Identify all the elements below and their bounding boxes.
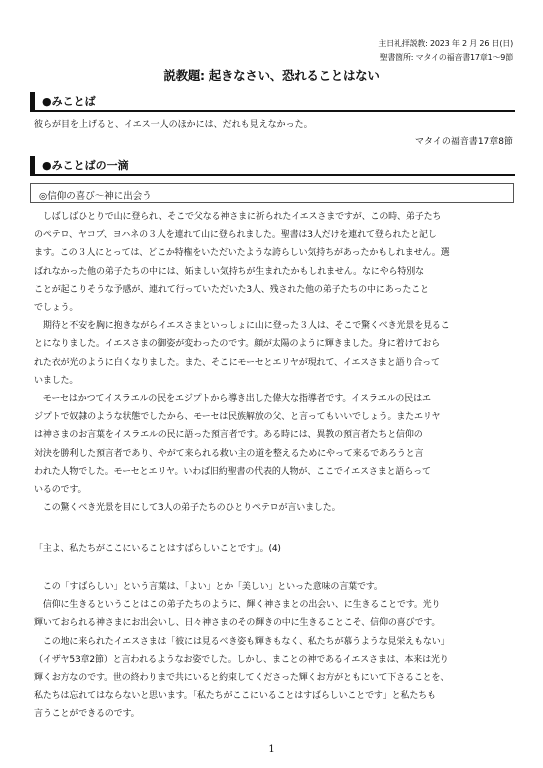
key-verse: 彼らが目を上げると、イエス一人のほかには、だれも見えなかった。 [34,120,313,130]
section-heading-label: ●みことば [42,95,96,108]
section-heading-reflection [30,156,515,176]
page-number: 1 [268,744,275,755]
text-line: （イザヤ53章2節）と言われるようなお姿でした。しかし、まことの神であるイエスさまは、本来は光り [34,654,449,665]
text-line: れた衣が光のように白くなりました。また、そこにモーセとエリヤが現れて、イエスさまと語り合って [34,357,440,368]
subheading-box [30,183,514,203]
text-line: われた人物でした。モーセとエリヤ。いわば旧約聖書の代表的人物が、ここでイエスさまと語らって [34,466,431,477]
section-heading-label: ●みことばの一滴 [42,159,129,172]
text-line: ばれなかった他の弟子たちの中には、妬ましい気持ちが生まれたかもしれません。なにやら特別な [34,266,424,277]
text-line: 私たちは忘れてはならないと思います。「私たちがここにいることはすばらしいことです」と私たちも [34,691,436,702]
text-line: とになりました。イエスさまの御姿が変わったのです。顔が太陽のように輝きました。身に着けておら [34,339,440,350]
verse-reference: マタイの福音書17章8節 [415,137,513,147]
text-line: いました。 [34,375,79,386]
text-line: ます。この３人にとっては、どこか特権をいただいたような誇らしい気持ちがあったかもしれません。選 [34,248,450,259]
paragraph-block-3 [34,578,514,724]
text-line: 信仰に生きるということはこの弟子たちのように、輝く神さまとの出会い、に生きることです。光り [34,600,441,611]
text-line: この「すばらしい」という言葉は、「よい」とか「美しい」といった意味の言葉です。 [34,582,383,592]
text-line: 輝いておられる神さまにお出会いし、日々神さまのその輝きの中に生きることこそ、信仰の喜びです。 [34,618,441,629]
service-date: 主日礼拝説教: 2023 年 2 月 26 日(日) [378,39,513,48]
text-line: でしょう。 [34,303,79,314]
text-line: 対決を勝利した預言者であり、やがて来られる救い主の道を整えるためにやって来るであろうと言 [34,448,424,459]
text-line: は神さまのお言葉をイスラエルの民に語った預言者です。ある時には、異教の預言者たちと信仰の [34,430,423,441]
sermon-title: 説教題: 起きなさい、恐れることはない [163,68,380,83]
text-line: 期待と不安を胸に抱きながらイエスさまといっしょに山に登った３人は、そこで驚くべき光景を見るこ [34,321,450,332]
text-line: モーセはかつてイスラエルの民をエジプトから導き出した偉大な指導者です。イスラエルの民はエ [34,394,431,405]
paragraph-block-1 [34,208,514,517]
text-line: ことが起こりそうな予感が、連れて行っていただいた3人、残された他の弟子たちの中にあったこと [34,284,429,295]
section-heading-word [30,92,515,112]
paragraph-block-2 [34,540,514,558]
text-line: この驚くべき光景を目にして3人の弟子たちのひとりペテロが言いました。 [34,503,341,514]
text-line: のペテロ、ヤコブ、ヨハネの３人を連れて山に登られました。聖書は3人だけを連れて登られたと記し [34,230,437,241]
heading-bar-marker [30,92,35,110]
text-line: 言うことができるのです。 [34,709,140,720]
text-line: この地に来られたイエスさまは「彼には見るべき姿も輝きもなく、私たちが慕うような見栄えもない」 [34,636,450,647]
text-line: ジプトで奴隷のような状態でしたから、モーセは民族解放の父、と言ってもいいでしょう。またエリヤ [34,412,441,423]
heading-bar-marker [30,156,35,174]
subheading-label: ◎信仰の喜び～神に出会う [39,191,152,202]
text-line: いるのです。 [34,485,87,496]
text-line: 輝くお方なのです。世の終わりまで共にいると約束してくださった輝くお方がともにいて下さることを、 [34,673,450,684]
quote-line: 「主よ、私たちがここにいることはすばらしいことです」。(4) [34,544,281,554]
text-line: しばしばひとりで山に登られ、そこで父なる神さまに祈られたイエスさまですが、この時、弟子たち [34,212,442,222]
scripture-passage: 聖書箇所: マタイの福音書17章1～9節 [379,53,513,62]
